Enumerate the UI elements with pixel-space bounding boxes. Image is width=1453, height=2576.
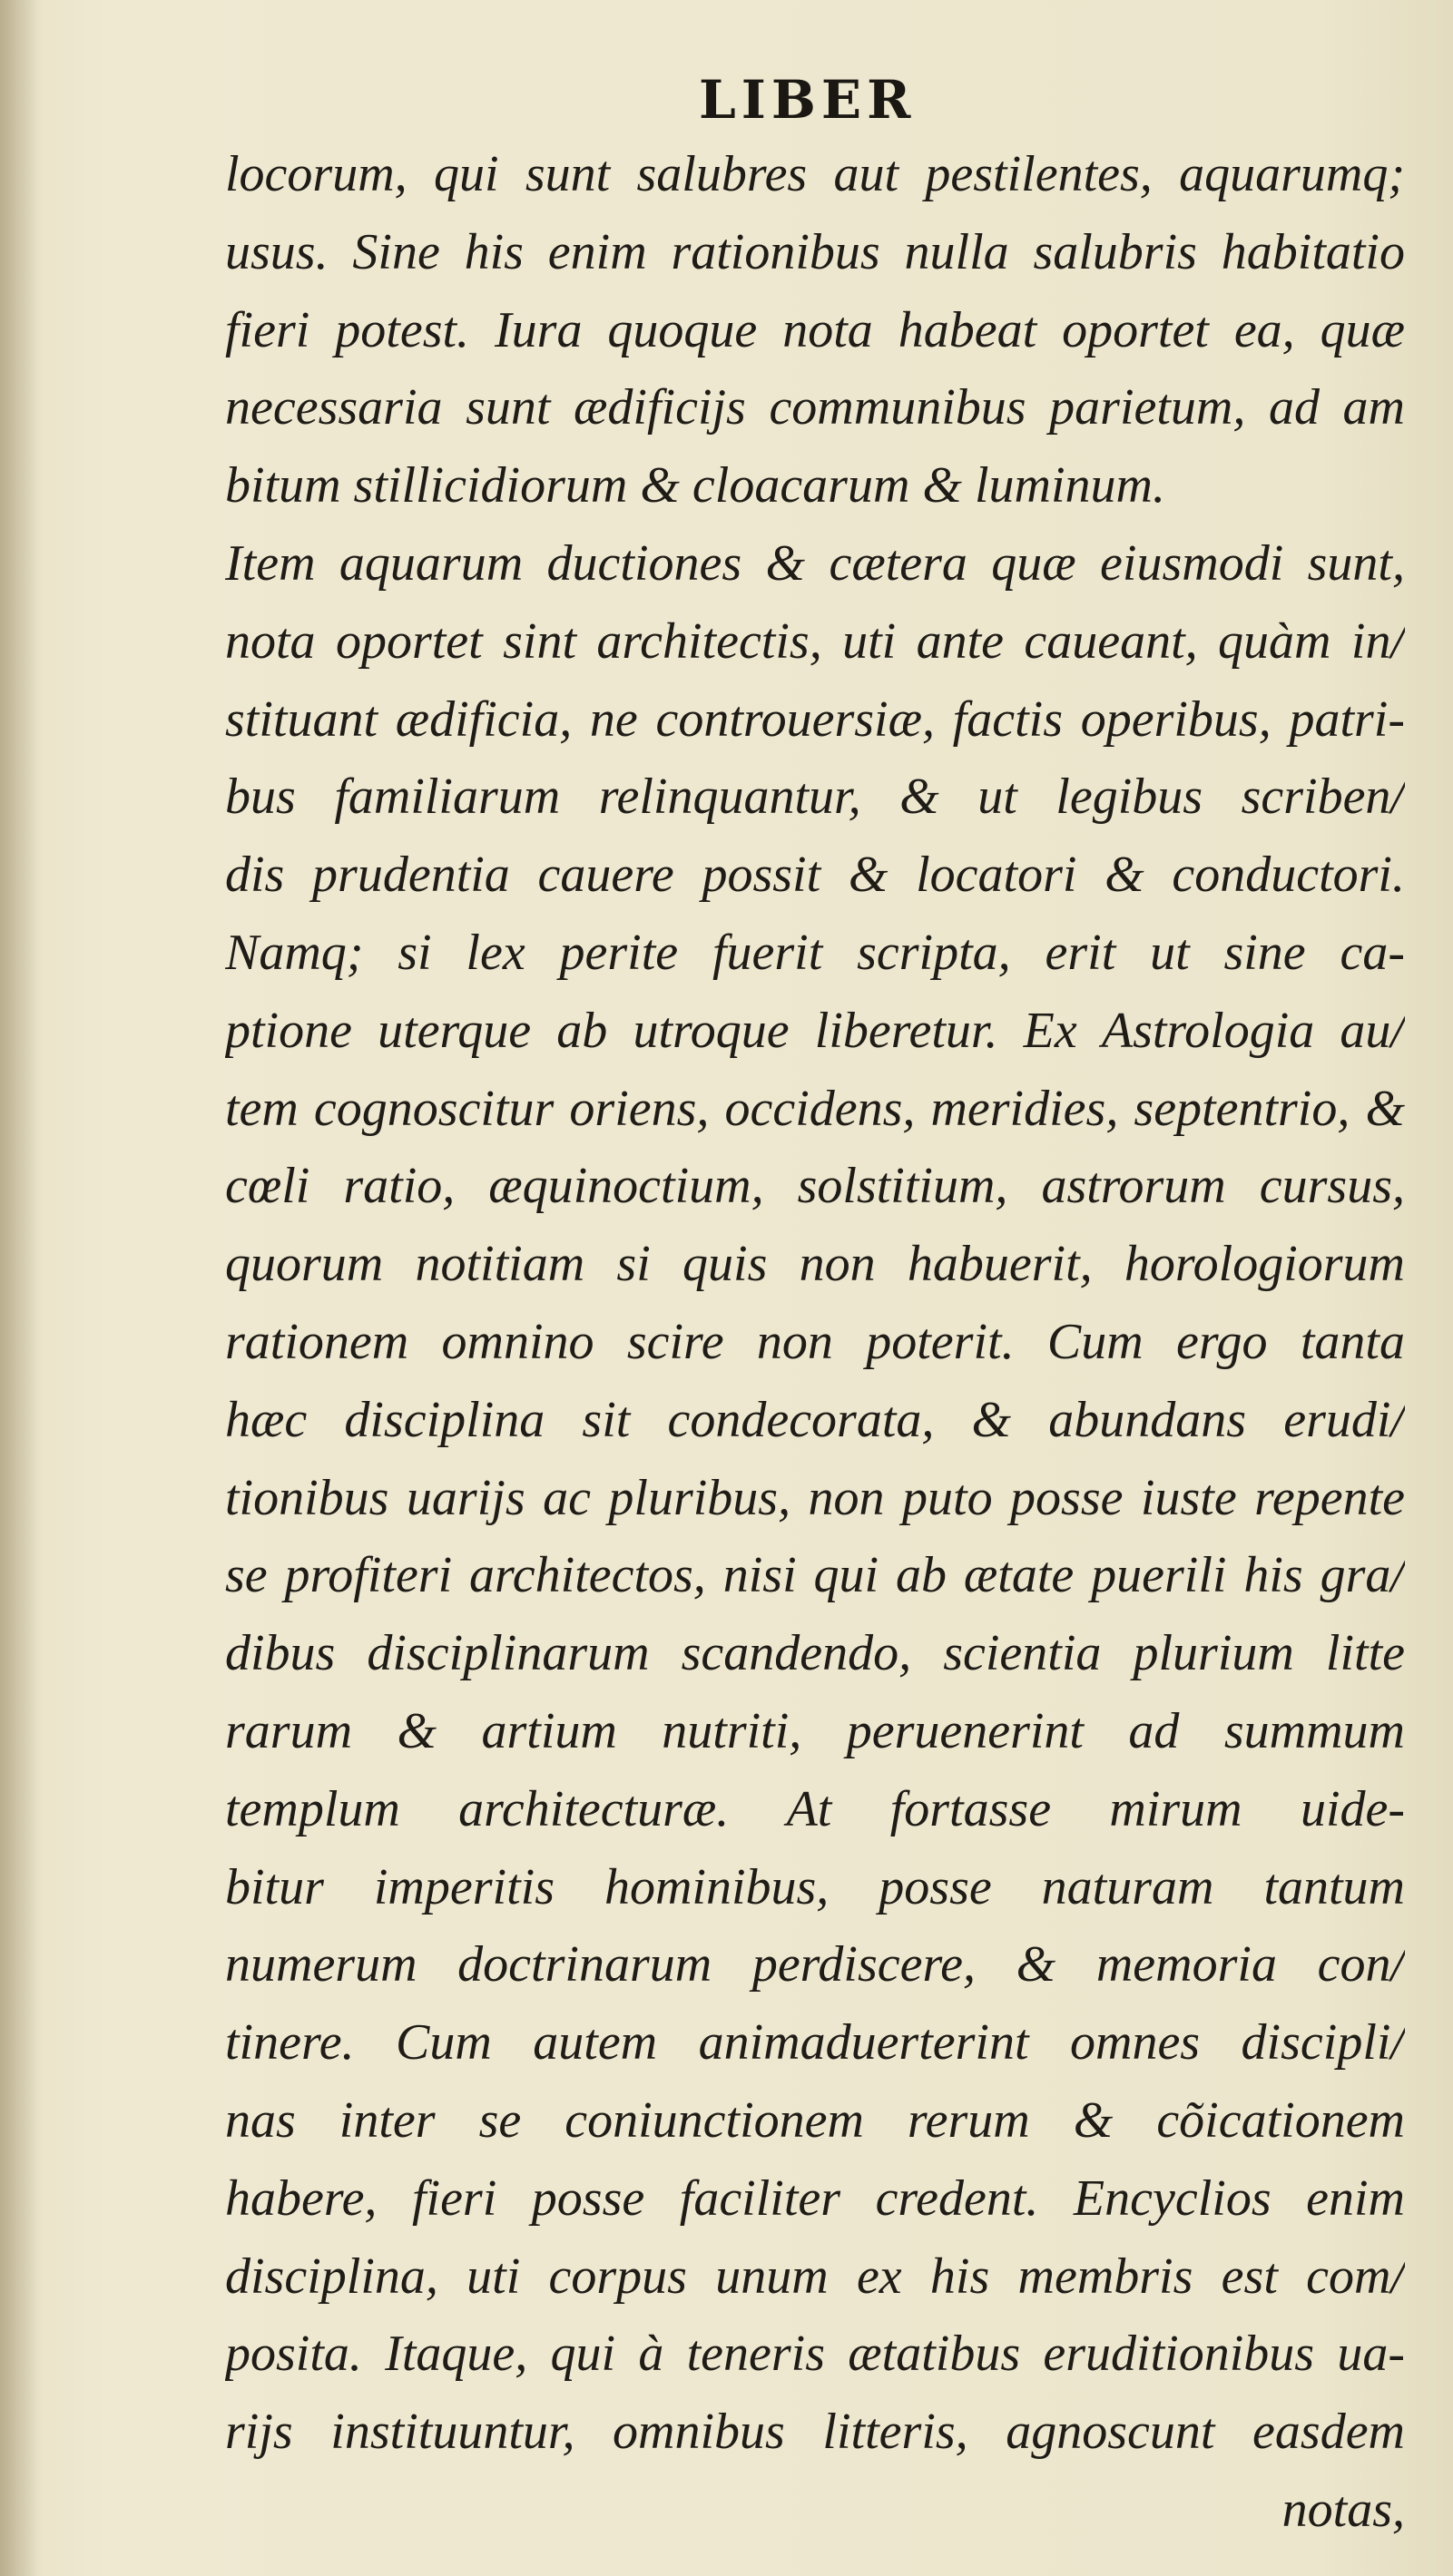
catchword: notas,: [1281, 2481, 1405, 2538]
text-line: bus familiarum relinquantur, & ut legibus scriben/: [225, 769, 1405, 826]
gutter-shadow: [0, 0, 42, 2576]
text-line: tionibus uarijs ac pluribus, non puto posse iuste repente: [225, 1469, 1405, 1526]
text-line: numerum doctrinarum perdiscere, & memoria con/: [225, 1936, 1405, 1993]
text-line: rarum & artium nutriti, peruenerint ad summum: [225, 1702, 1405, 1759]
text-line: rijs instituuntur, omnibus litteris, agnoscunt easdem: [225, 2404, 1405, 2461]
text-line: necessaria sunt ædificijs communibus parietum, ad am: [225, 379, 1405, 436]
text-line: rationem omnino scire non poterit. Cum ergo tanta: [225, 1313, 1405, 1370]
text-line: habere, fieri posse faciliter credent. Encyclios enim: [225, 2170, 1405, 2227]
text-line: tem cognoscitur oriens, occidens, meridies, septentrio, &: [225, 1080, 1405, 1137]
text-line: fieri potest. Iura quoque nota habeat oportet ea, quæ: [225, 301, 1405, 358]
text-line: quorum notitiam si quis non habuerit, horologiorum: [225, 1236, 1405, 1293]
text-line: posita. Itaque, qui à teneris ætatibus eruditionibus ua-: [225, 2326, 1405, 2383]
text-line: locorum, qui sunt salubres aut pestilentes, aquarumq;: [225, 146, 1405, 202]
text-line: cœli ratio, æquinoctium, solstitium, astrorum cursus,: [225, 1158, 1405, 1215]
text-line: dibus disciplinarum scandendo, scientia plurium litte: [225, 1625, 1405, 1682]
text-line: bitum stillicidiorum & cloacarum & luminum.: [225, 457, 1165, 514]
text-line: Namq; si lex perite fuerit scripta, erit ut sine ca-: [225, 924, 1405, 981]
text-line: templum architecturæ. At fortasse mirum uide-: [225, 1780, 1405, 1837]
running-head: LIBER: [699, 69, 917, 131]
text-line: hæc disciplina sit condecorata, & abundans erudi/: [225, 1391, 1405, 1448]
text-line: tinere. Cum autem animaduerterint omnes discipli/: [225, 2014, 1405, 2072]
text-line: bitur imperitis hominibus, posse naturam tantum: [225, 1858, 1405, 1915]
text-line: usus. Sine his enim rationibus nulla salubris habitatio: [225, 223, 1405, 280]
text-line: se profiteri architectos, nisi qui ab ætate puerili his gra/: [225, 1547, 1405, 1604]
text-line: disciplina, uti corpus unum ex his membris est com/: [225, 2248, 1405, 2305]
text-line: Item aquarum ductiones & cætera quæ eiusmodi sunt,: [225, 534, 1405, 592]
text-line: ptione uterque ab utroque liberetur. Ex Astrologia au/: [225, 1002, 1405, 1059]
text-line: nas inter se coniunctionem rerum & cõicationem: [225, 2091, 1405, 2149]
text-line: nota oportet sint architectis, uti ante caueant, quàm in/: [225, 612, 1405, 670]
text-line: dis prudentia cauere possit & locatori & conductori.: [225, 847, 1405, 904]
body-text: [225, 136, 1405, 2550]
text-line: stituant ædificia, ne controuersiæ, factis operibus, patri-: [225, 691, 1405, 748]
